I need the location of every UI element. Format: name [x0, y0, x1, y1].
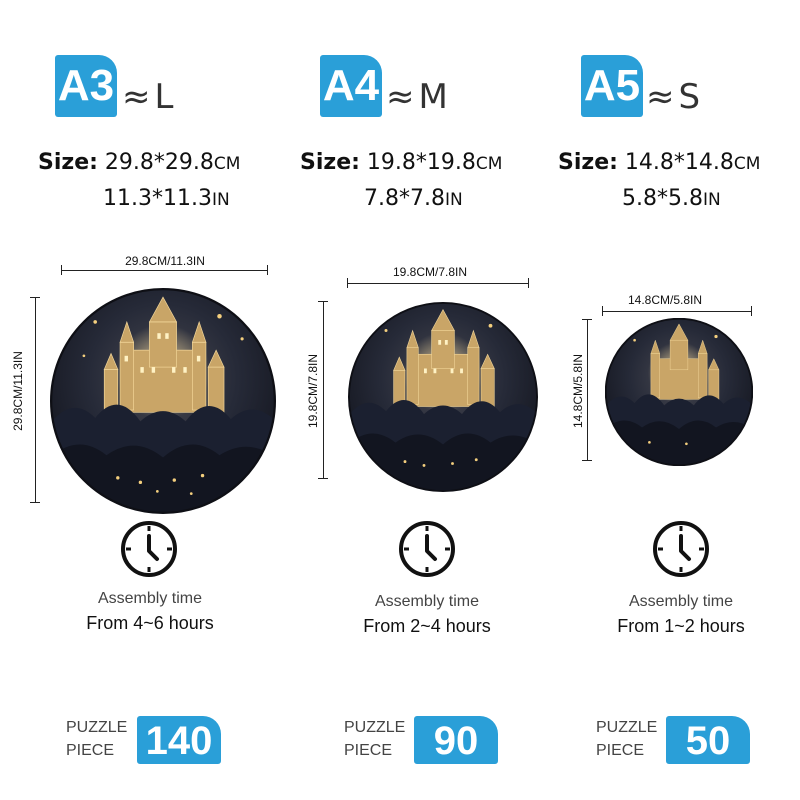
- puzzle-image-a5: [605, 318, 753, 466]
- puzzle-image-a4: [348, 302, 538, 492]
- size-cm-a5: Size: 14.8*14.8CM: [558, 150, 761, 175]
- dim-width-label-a3: 29.8CM/11.3IN: [125, 254, 205, 268]
- size-badge-a5: A5: [581, 55, 643, 117]
- dim-height-arrow-a5: [587, 320, 588, 460]
- piece-caption-a4: PUZZLE PIECE: [344, 719, 406, 759]
- dim-width-arrow-a3: [62, 270, 267, 271]
- size-badge-a4: A4: [320, 55, 382, 117]
- puzzle-image-a3: [50, 288, 276, 514]
- size-cm-a3: Size: 29.8*29.8CM: [38, 150, 241, 175]
- dim-height-label-a5: 14.8CM/5.8IN: [571, 353, 585, 429]
- clock-icon: [120, 520, 178, 578]
- piece-count-a4: 90: [414, 716, 498, 764]
- assembly-time-a4: From 2~4 hours: [363, 616, 491, 636]
- assembly-label-a3: Assembly time: [97, 590, 203, 607]
- approx-symbol: ≈ M: [386, 77, 448, 117]
- clock-icon: [398, 520, 456, 578]
- size-letter-s: S: [678, 77, 701, 117]
- piece-caption-a3: PUZZLE PIECE: [66, 719, 128, 759]
- dim-width-label-a5: 14.8CM/5.8IN: [627, 293, 703, 307]
- dim-height-label-a4: 19.8CM/7.8IN: [306, 353, 320, 429]
- clock-icon: [652, 520, 710, 578]
- size-cm-a4: Size: 19.8*19.8CM: [300, 150, 503, 175]
- dim-width-label-a4: 19.8CM/7.8IN: [392, 265, 468, 279]
- piece-caption-a5: PUZZLE PIECE: [596, 719, 658, 759]
- piece-count-a5: 50: [666, 716, 750, 764]
- size-in-a3: 11.3*11.3IN: [103, 186, 230, 211]
- assembly-time-a3: From 4~6 hours: [86, 613, 214, 633]
- approx-symbol: ≈ S: [646, 77, 701, 117]
- assembly-time-a5: From 1~2 hours: [617, 616, 745, 636]
- dim-height-arrow-a4: [323, 302, 324, 478]
- dim-width-arrow-a5: [603, 311, 751, 312]
- assembly-label-a5: Assembly time: [628, 593, 734, 610]
- size-badge-a3: A3: [55, 55, 117, 117]
- dim-width-arrow-a4: [348, 283, 528, 284]
- dim-height-arrow-a3: [35, 298, 36, 502]
- size-letter-m: M: [418, 77, 448, 117]
- size-letter-l: L: [154, 77, 174, 117]
- approx-symbol: ≈ L: [122, 77, 174, 117]
- assembly-label-a4: Assembly time: [374, 593, 480, 610]
- size-in-a4: 7.8*7.8IN: [364, 186, 463, 211]
- dim-height-label-a3: 29.8CM/11.3IN: [11, 351, 25, 431]
- piece-count-a3: 140: [137, 716, 221, 764]
- size-in-a5: 5.8*5.8IN: [622, 186, 721, 211]
